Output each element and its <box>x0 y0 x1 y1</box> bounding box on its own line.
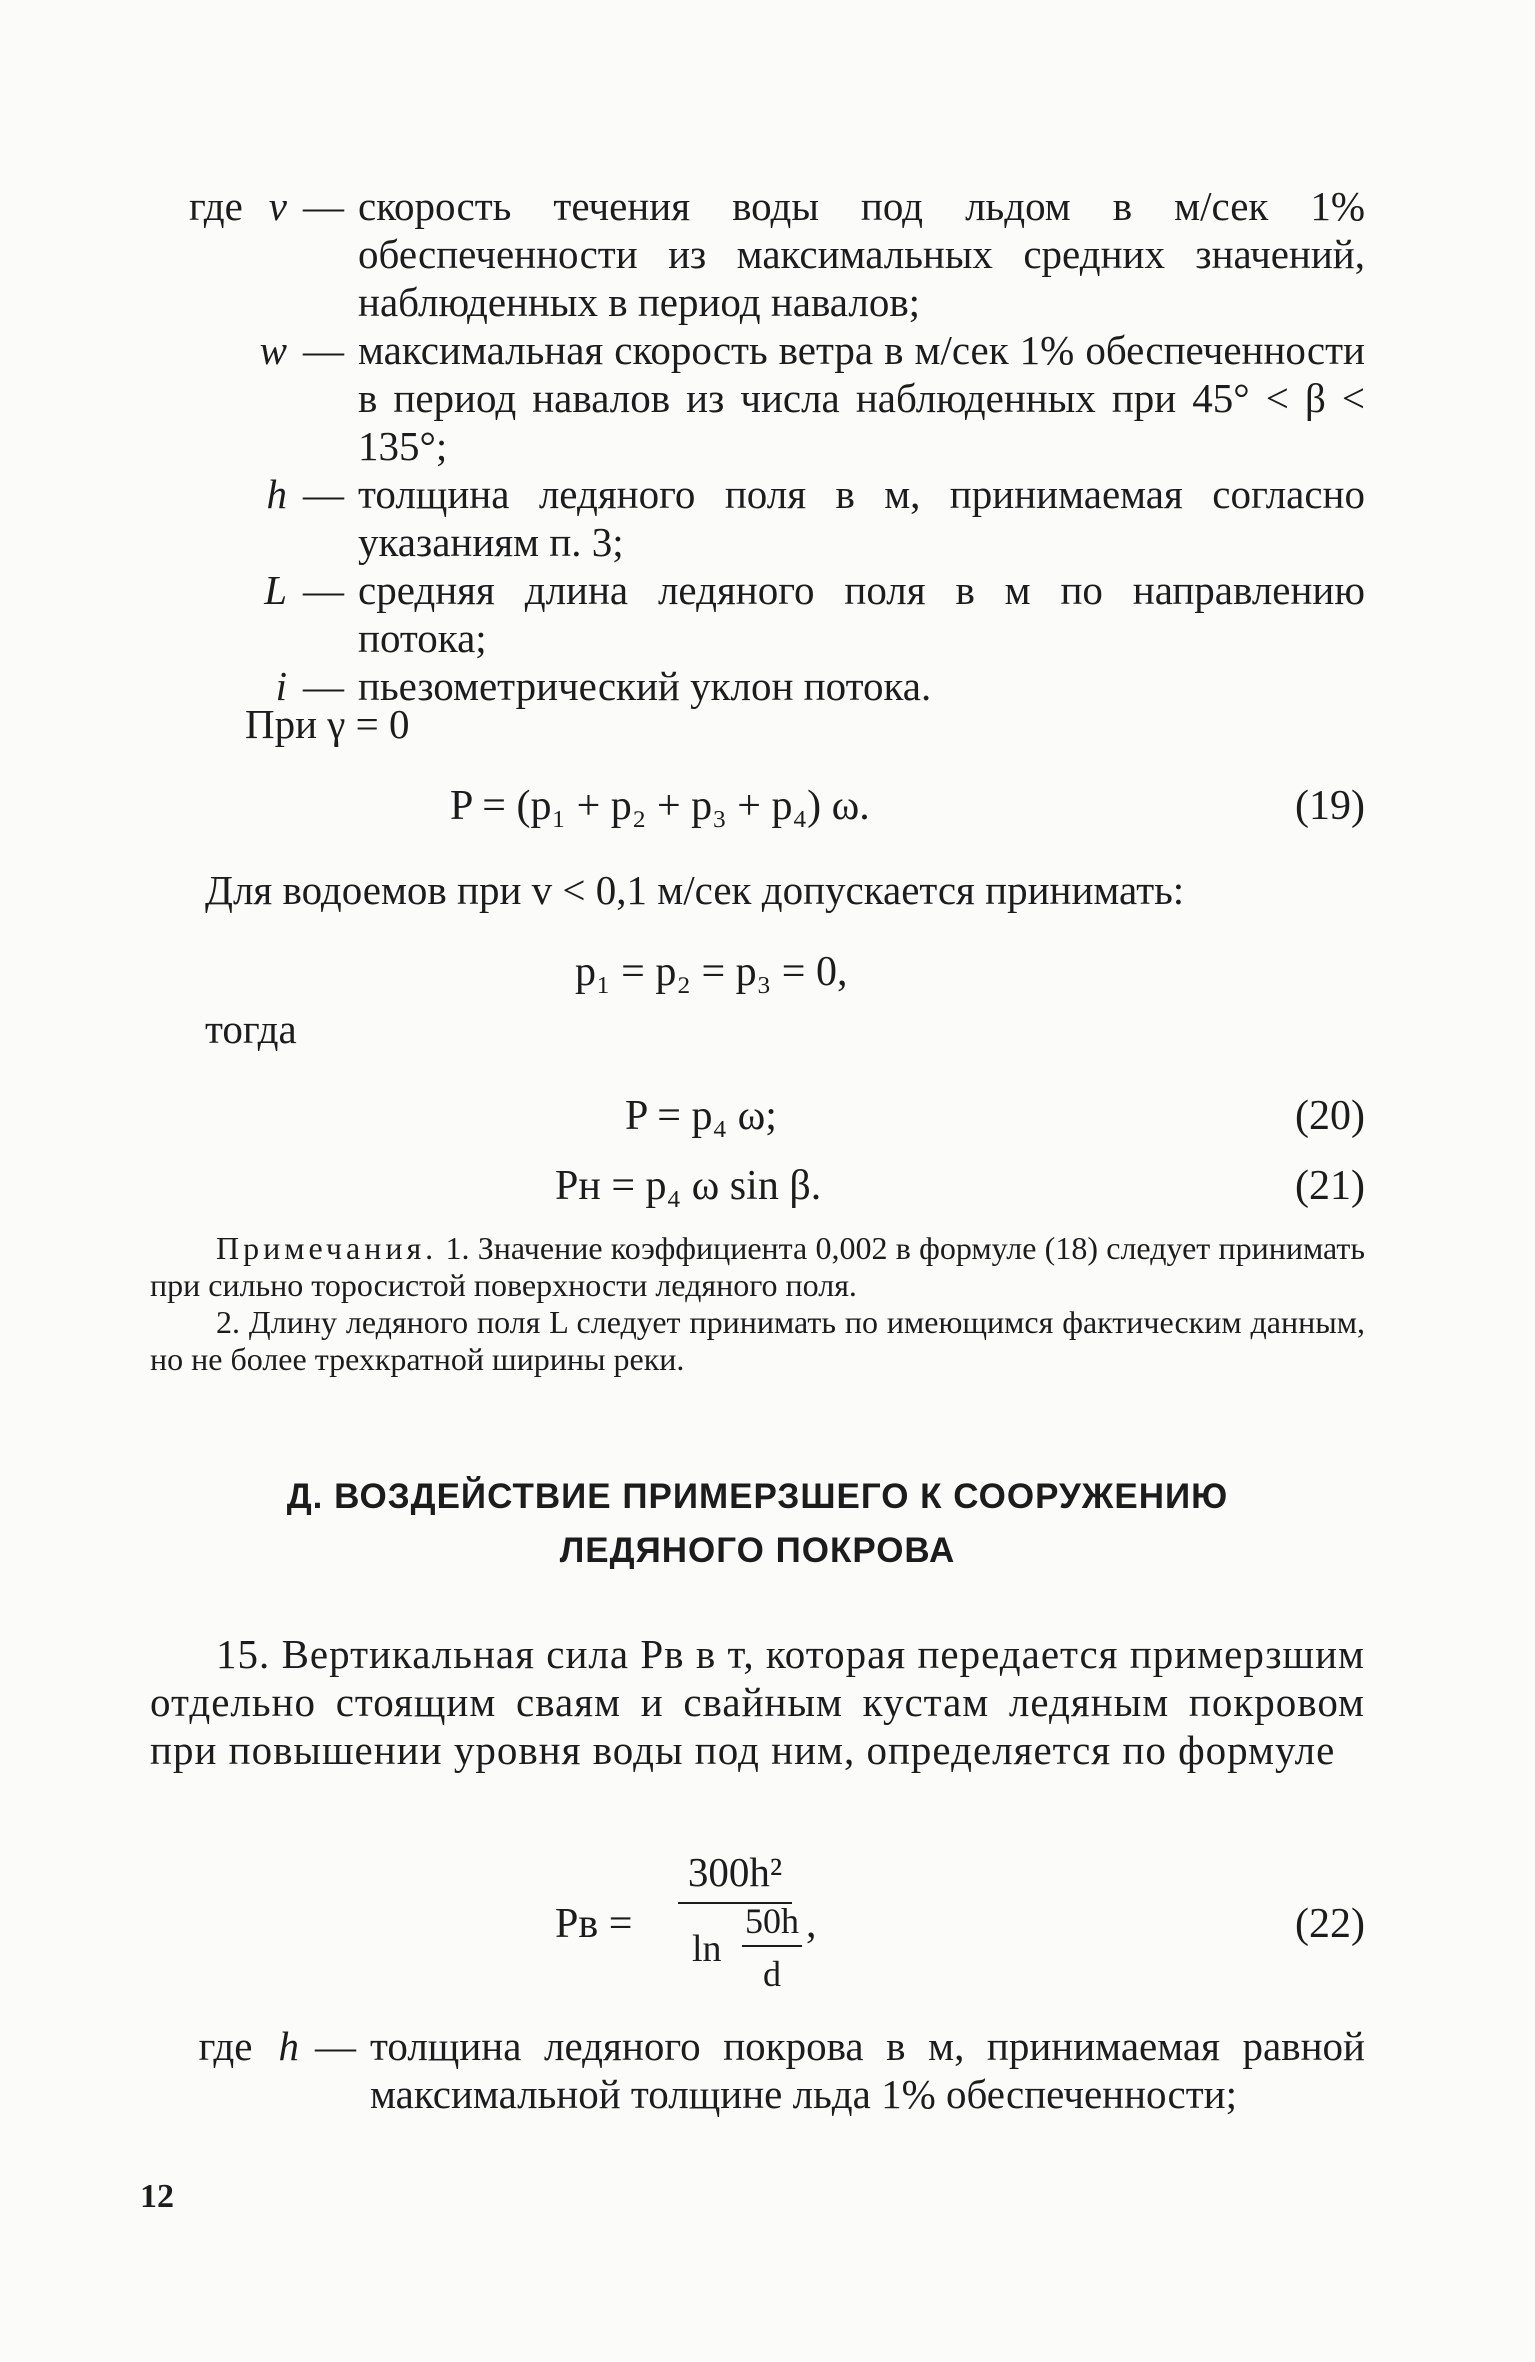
definition-row: i — пьезометрический уклон потока. <box>150 662 1365 710</box>
equation-number-19: (19) <box>1295 783 1365 829</box>
equation-22-inner-bar <box>742 1945 802 1947</box>
def-text: пьезометрический уклон потока. <box>358 663 932 709</box>
heading-line-2: ЛЕДЯНОГО ПОКРОВА <box>559 1531 956 1570</box>
def-symbol: i <box>275 663 287 709</box>
section-heading <box>150 1470 1365 1578</box>
equation-22-comma: , <box>806 1901 817 1947</box>
def-text: средняя длина ледяного поля в м по направлению потока; <box>358 567 1365 661</box>
def-text: толщина ледяного поля в м, принимаемая согласно указаниям п. 3; <box>358 471 1365 565</box>
definition-row: где h — толщина ледяного покрова в м, принимаемая равной максимальной толщине льда 1% обеспеченности; <box>198 2023 1365 2117</box>
def-text: скорость течения воды под льдом в м/сек 1% обеспеченности из максимальных средних значений, наблюденных в период навалов; <box>358 183 1365 325</box>
definition-row: где v — скорость течения воды под льдом в м/сек 1% обеспеченности из максимальных средних значений, наблюденных в период навалов; <box>188 183 1365 325</box>
equation-20: P = p₄ ω; <box>625 1093 777 1139</box>
note-2: 2. Длину ледяного поля L следует принимать по имеющимся фактическим данным, но не более трехкратной ширины реки. <box>150 1304 1365 1377</box>
page-number: 12 <box>140 2178 174 2215</box>
condition-gamma: При γ = 0 <box>245 701 410 747</box>
equation-22-ln: ln <box>692 1928 722 1970</box>
definition-row: w — максимальная скорость ветра в м/сек 1% обеспеченности в период навалов из числа наблюденных при 45° < β < 135°; <box>259 327 1365 469</box>
def-symbol: h <box>278 2023 299 2069</box>
equation-number-21: (21) <box>1295 1163 1365 1209</box>
equation-number-20: (20) <box>1295 1093 1365 1139</box>
paragraph-15: 15. Вертикальная сила Pв в т, которая передается примерзшим отдельно стоящим сваям и свайным кустам ледяным покровом при повышении уровня воды под ним, определяется по формуле <box>150 1631 1365 1773</box>
heading-line-1: Д. ВОЗДЕЙСТВИЕ ПРИМЕРЗШЕГО К СООРУЖЕНИЮ <box>286 1477 1229 1516</box>
definition-row: h — толщина ледяного поля в м, принимаемая согласно указаниям п. 3; <box>266 471 1365 565</box>
def-symbol: w <box>259 327 287 373</box>
def-lead-word: где <box>188 183 243 229</box>
equation-21: Pн = p₄ ω sin β. <box>555 1163 822 1209</box>
zero-equation: p₁ = p₂ = p₃ = 0, <box>575 949 848 995</box>
definitions-list <box>150 182 1365 710</box>
equation-22-numerator: 300h² <box>687 1849 783 1895</box>
def-lead-word: где <box>198 2023 253 2069</box>
notes-label: Примечания. <box>216 1230 438 1266</box>
equation-number-22: (22) <box>1295 1901 1365 1947</box>
def-symbol: h <box>266 471 287 517</box>
equation-22-inner-denominator: d <box>763 1954 781 1994</box>
note-1: 1. Значение коэффициента 0,002 в формуле (18) следует принимать при сильно торосистой поверхности ледяного поля. <box>150 1230 1366 1303</box>
def-symbol: v <box>268 183 287 229</box>
def-text: толщина ледяного покрова в м, принимаемая равной максимальной толщине льда 1% обеспеченности; <box>370 2023 1365 2117</box>
equation-19: P = (p₁ + p₂ + p₃ + p₄) ω. <box>450 783 870 829</box>
reservoir-text: Для водоемов при v < 0,1 м/сек допускается принимать: <box>205 867 1185 913</box>
definitions-list-2 <box>150 2022 1365 2118</box>
def-symbol: L <box>264 567 287 613</box>
equation-22-inner-numerator: 50h <box>745 1901 799 1941</box>
definition-row: L — средняя длина ледяного поля в м по направлению потока; <box>264 567 1365 661</box>
then-word: тогда <box>205 1006 297 1052</box>
notes-block <box>150 1230 1365 1378</box>
def-text: максимальная скорость ветра в м/сек 1% обеспеченности в период навалов из числа наблюденных при 45° < β < 135°; <box>358 327 1365 469</box>
equation-22-lhs: Pв = <box>555 1901 633 1947</box>
